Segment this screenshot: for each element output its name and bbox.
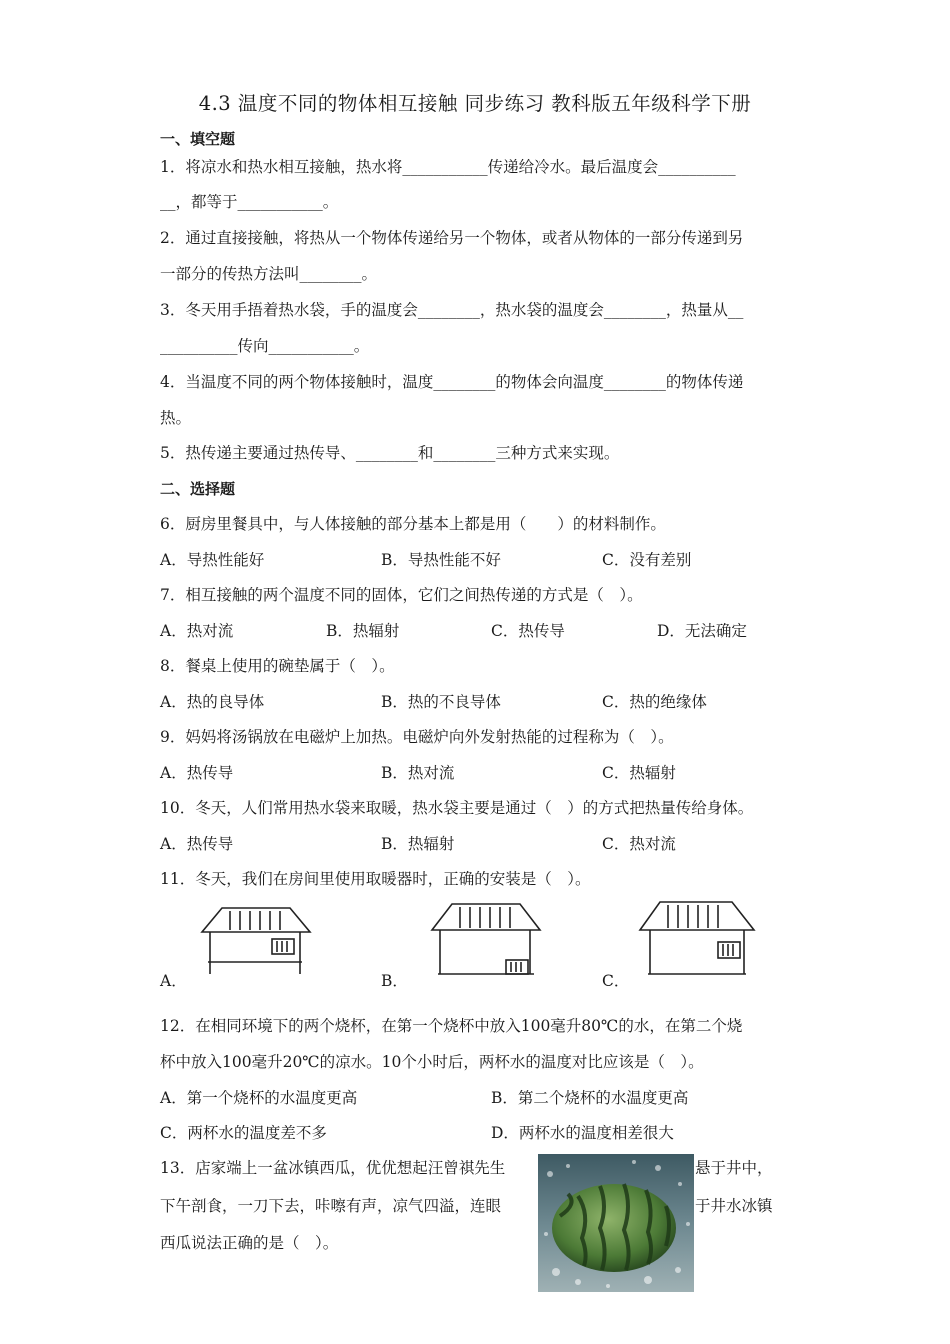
question-4-line-1: 4．当温度不同的两个物体接触时，温度________的物体会向温度________的物体传递 [160,373,744,391]
question-13-line-2a: 下午剖食，一刀下去，咔嚓有声，凉气四溢，连眼 [160,1197,502,1215]
question-1-line-1: 1．将凉水和热水相互接触，热水将___________传递给冷水。最后温度会__________ [160,158,736,176]
house-heater-floor-image [430,902,542,978]
q11-option-a[interactable]: A． [160,972,187,990]
question-6-stem: 6．厨房里餐具中，与人体接触的部分基本上都是用（ ）的材料制作。 [160,515,666,533]
q9-option-b[interactable]: B．热对流 [381,764,455,782]
q10-option-c[interactable]: C．热对流 [602,835,676,853]
q10-option-a[interactable]: A．热传导 [160,835,234,853]
q8-option-b[interactable]: B．热的不良导体 [381,693,501,711]
q7-option-a[interactable]: A．热对流 [160,622,234,640]
q6-option-b[interactable]: B．导热性能不好 [381,551,501,569]
q7-option-b[interactable]: B．热辐射 [326,622,400,640]
watermelon-in-water-image [538,1154,694,1292]
question-13-line-2b: 于井水冰镇 [695,1197,773,1215]
q7-option-d[interactable]: D．无法确定 [657,622,747,640]
question-8-stem: 8．餐桌上使用的碗垫属于（ ）。 [160,657,395,675]
q11-option-c[interactable]: C． [602,972,630,990]
q6-option-a[interactable]: A．导热性能好 [160,551,265,569]
house-heater-high-wall-image [200,906,312,978]
q12-option-a[interactable]: A．第一个烧杯的水温度更高 [160,1089,358,1107]
question-3-line-2: __________传向___________。 [160,337,370,355]
question-2-line-1: 2．通过直接接触，将热从一个物体传递给另一个物体，或者从物体的一部分传递到另 [160,229,744,247]
question-4-line-2: 热。 [160,409,192,427]
q9-option-a[interactable]: A．热传导 [160,764,234,782]
question-13-line-1a: 13．店家端上一盆冰镇西瓜，优优想起汪曾祺先生 [160,1159,506,1177]
page-title: 4.3 温度不同的物体相互接触 同步练习 教科版五年级科学下册 [198,92,752,115]
q8-option-c[interactable]: C．热的绝缘体 [602,693,707,711]
q10-option-b[interactable]: B．热辐射 [381,835,455,853]
question-12-line-2: 杯中放入100毫升20℃的凉水。10个小时后，两杯水的温度对比应该是（ ）。 [160,1053,704,1071]
question-11-stem: 11．冬天，我们在房间里使用取暖器时，正确的安装是（ ）。 [160,870,591,888]
question-2-line-2: 一部分的传热方法叫________。 [160,265,378,283]
q12-option-c[interactable]: C．两杯水的温度差不多 [160,1124,327,1142]
question-5: 5．热传递主要通过热传导、________和________三种方式来实现。 [160,444,620,462]
question-1-line-2: __，都等于___________。 [160,193,339,211]
question-13-line-1b: 悬于井中， [695,1159,773,1177]
question-3-line-1: 3．冬天用手捂着热水袋，手的温度会________，热水袋的温度会________，热量从__ [160,301,744,319]
section-fill-blank: 一、填空题 [160,130,236,148]
q7-option-c[interactable]: C．热传导 [491,622,565,640]
q11-option-b[interactable]: B． [381,972,408,990]
question-12-line-1: 12．在相同环境下的两个烧杯，在第一个烧杯中放入100毫升80℃的水，在第二个烧 [160,1017,743,1035]
question-10-stem: 10．冬天，人们常用热水袋来取暖，热水袋主要是通过（ ）的方式把热量传给身体。 [160,799,754,817]
question-13-line-3: 西瓜说法正确的是（ ）。 [160,1234,339,1252]
q12-option-d[interactable]: D．两杯水的温度相差很大 [491,1124,674,1142]
q12-option-b[interactable]: B．第二个烧杯的水温度更高 [491,1089,689,1107]
q9-option-c[interactable]: C．热辐射 [602,764,676,782]
q6-option-c[interactable]: C．没有差别 [602,551,692,569]
q8-option-a[interactable]: A．热的良导体 [160,693,265,711]
section-choice: 二、选择题 [160,480,236,498]
question-9-stem: 9．妈妈将汤锅放在电磁炉上加热。电磁炉向外发射热能的过程称为（ ）。 [160,728,674,746]
house-heater-mid-wall-image [638,900,756,978]
question-7-stem: 7．相互接触的两个温度不同的固体，它们之间热传递的方式是（ ）。 [160,586,643,604]
